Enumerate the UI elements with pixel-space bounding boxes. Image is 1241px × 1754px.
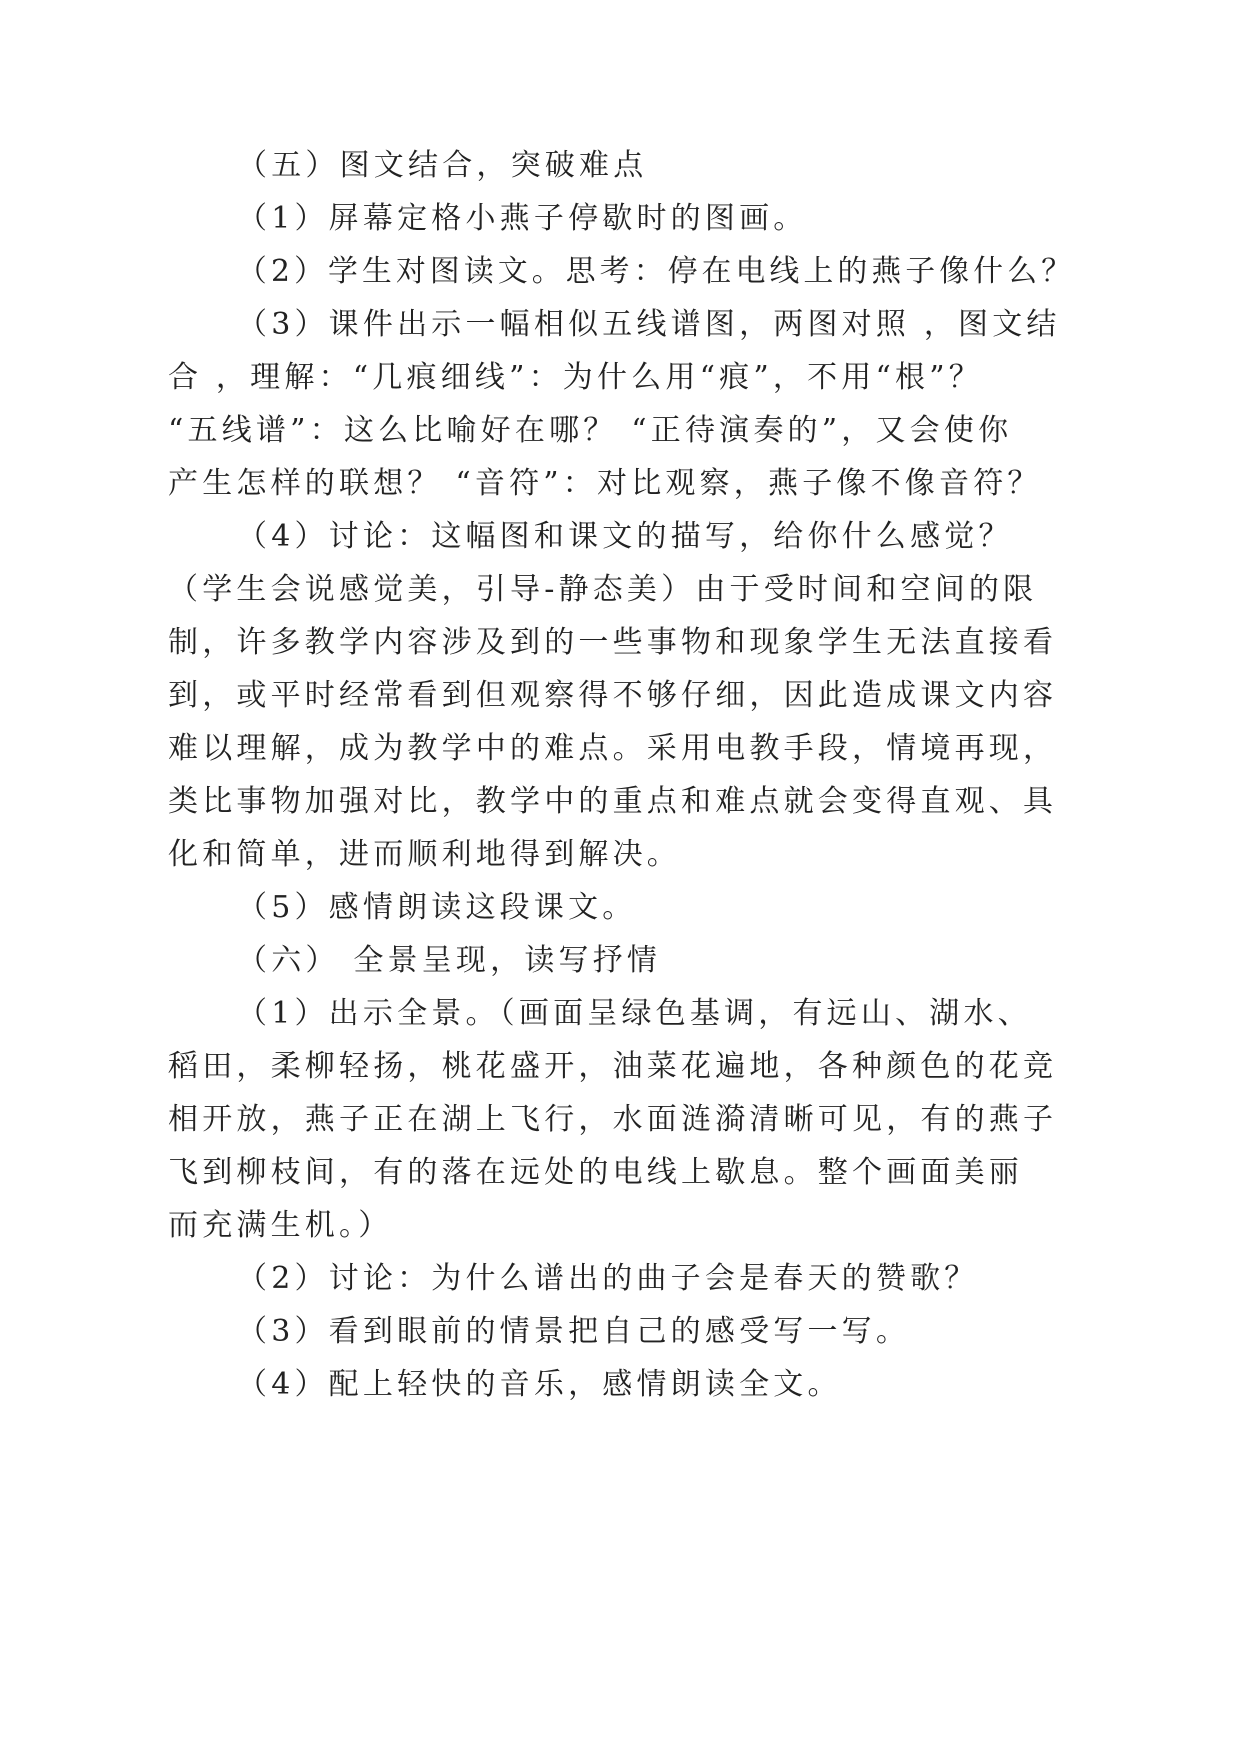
section-heading-6: （六） 全景呈现，读写抒情 [237,943,662,978]
text-line: （4）配上轻快的音乐，感情朗读全文。 [237,1367,842,1402]
text-line: 到，或平时经常看到但观察得不够仔细，因此造成课文内容 [168,678,1058,713]
text-line: 飞到柳枝间，有的落在远处的电线上歇息。整个画面美丽 [168,1155,1023,1190]
text-line: 制，许多教学内容涉及到的一些事物和现象学生无法直接看 [168,625,1058,660]
text-line: 类比事物加强对比，教学中的重点和难点就会变得直观、具 [168,784,1058,819]
text-line: “五线谱”：这么比喻好在哪？ “正待演奏的”，又会使你 [168,413,1013,448]
text-line: （3）看到眼前的情景把自己的感受写一写。 [237,1314,911,1349]
text-line: 而充满生机。） [168,1208,393,1243]
text-line: （4）讨论：这幅图和课文的描写，给你什么感觉？ [237,519,1013,554]
text-line: （2）学生对图读文。思考：停在电线上的燕子像什么？ [237,254,1076,289]
text-line: （1）屏幕定格小燕子停歇时的图画。 [237,201,808,236]
text-line: （2）讨论：为什么谱出的曲子会是春天的赞歌？ [237,1261,979,1296]
text-line: （5）感情朗读这段课文。 [237,890,637,925]
text-line: 产生怎样的联想？ “音符”：对比观察，燕子像不像音符？ [168,466,1042,501]
text-line: （3）课件出示一幅相似五线谱图，两图对照 ，图文结 [237,307,1061,342]
text-line: （学生会说感觉美，引导-静态美）由于受时间和空间的限 [168,572,1038,607]
section-heading-5: （五）图文结合，突破难点 [237,148,648,183]
text-line: 相开放，燕子正在湖上飞行，水面涟漪清晰可见，有的燕子 [168,1102,1058,1137]
text-line: 合 ，理解：“几痕细线”：为什么用“痕”，不用“根”？ [168,360,983,395]
text-line: 化和简单，进而顺利地得到解决。 [168,837,681,872]
text-line: 稻田，柔柳轻扬，桃花盛开，油菜花遍地，各种颜色的花竞 [168,1049,1058,1084]
text-line: （1）出示全景。（画面呈绿色基调，有远山、湖水、 [237,996,1032,1031]
text-line: 难以理解，成为教学中的难点。采用电教手段，情境再现， [168,731,1058,766]
